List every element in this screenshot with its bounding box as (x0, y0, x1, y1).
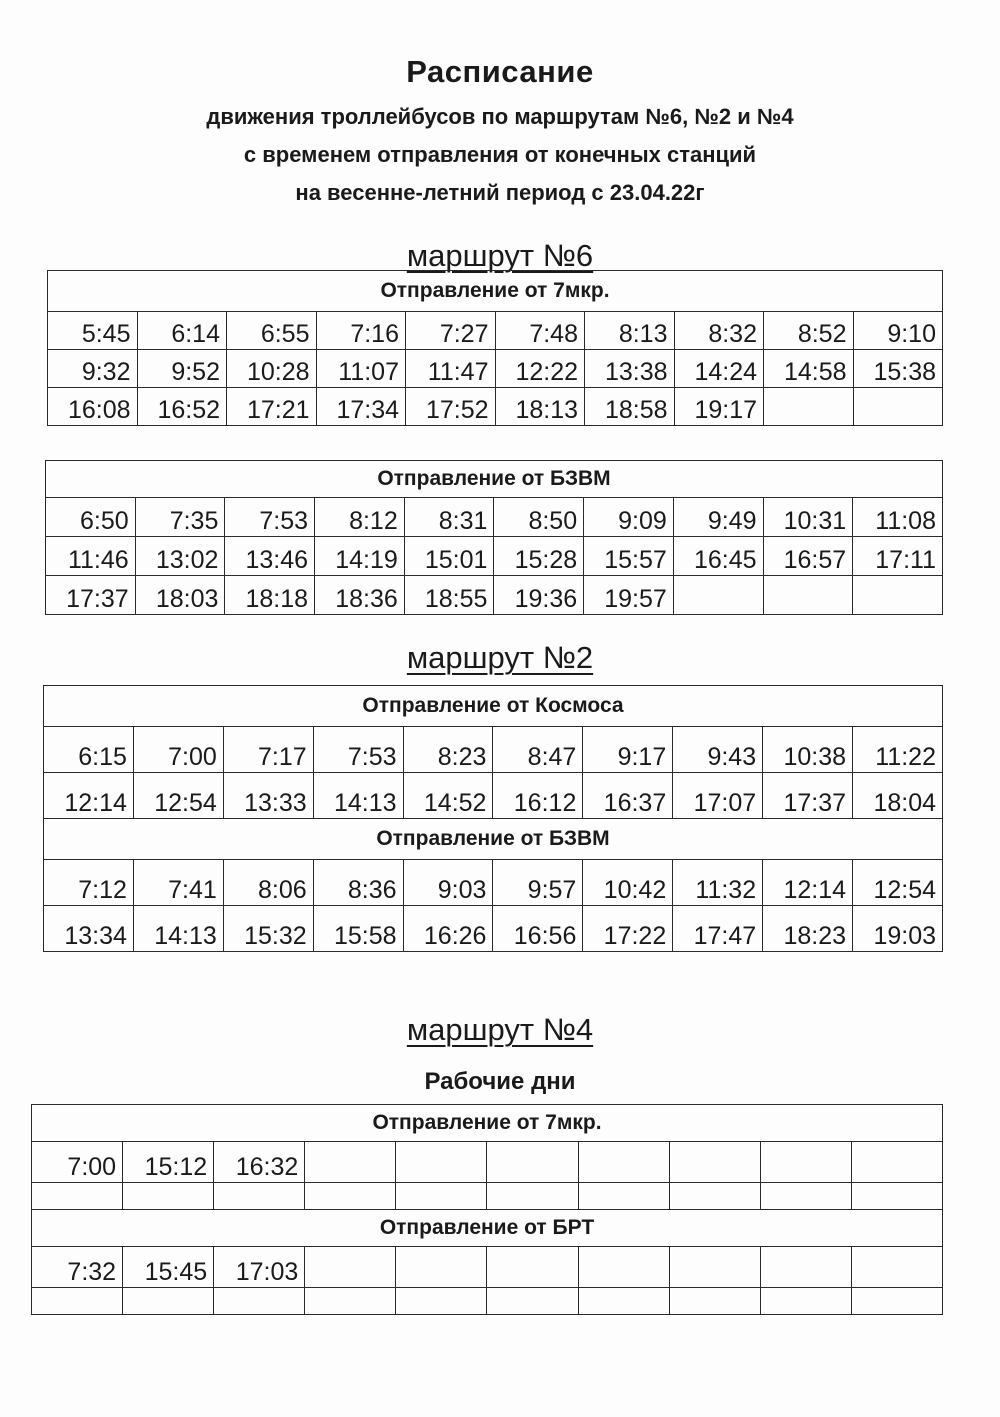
departure-time-cell: 17:37 (763, 773, 853, 819)
empty-cell (760, 1288, 851, 1315)
departure-time-cell: 16:26 (403, 906, 493, 952)
departure-time-cell: 13:02 (135, 537, 225, 576)
departure-time-cell: 6:55 (227, 312, 317, 350)
departure-time-cell: 7:32 (32, 1247, 123, 1288)
departure-time-cell: 9:32 (48, 350, 138, 388)
departure-time-cell: 12:14 (44, 773, 134, 819)
empty-cell (760, 1183, 851, 1210)
departure-time-cell: 14:24 (674, 350, 764, 388)
departure-time-cell: 7:48 (495, 312, 585, 350)
empty-cell (578, 1183, 669, 1210)
departure-time-cell: 16:52 (137, 388, 227, 426)
departure-time-cell: 18:36 (315, 576, 405, 615)
empty-cell (396, 1183, 487, 1210)
departure-time-cell: 17:11 (853, 537, 943, 576)
departure-time-cell: 11:47 (406, 350, 496, 388)
departure-time-cell: 13:46 (225, 537, 315, 576)
direction-label: Отправление от БРТ (32, 1210, 943, 1247)
departure-time-cell: 10:42 (583, 860, 673, 906)
empty-cell (851, 1142, 942, 1183)
departure-time-cell: 11:07 (316, 350, 406, 388)
departure-time-cell: 7:53 (225, 498, 315, 537)
empty-cell (673, 576, 763, 615)
departure-time-cell: 16:56 (493, 906, 583, 952)
departure-time-cell: 17:52 (406, 388, 496, 426)
departure-time-cell: 18:04 (853, 773, 943, 819)
departure-time-cell: 14:13 (313, 773, 403, 819)
empty-cell (396, 1288, 487, 1315)
subtitle-line-2: с временем отправления от конечных станций (243, 142, 757, 167)
empty-cell (214, 1288, 305, 1315)
departure-time-cell: 7:27 (406, 312, 496, 350)
direction-label: Отправление от Космоса (44, 686, 943, 727)
page-title: Расписание (406, 54, 594, 89)
departure-time-cell: 7:00 (32, 1142, 123, 1183)
empty-cell (763, 576, 853, 615)
empty-cell (853, 388, 943, 426)
empty-cell (669, 1183, 760, 1210)
departure-time-cell: 5:45 (48, 312, 138, 350)
empty-cell (760, 1247, 851, 1288)
departure-time-cell: 18:23 (763, 906, 853, 952)
table-row (46, 498, 943, 537)
departure-time-cell: 18:55 (404, 576, 494, 615)
empty-cell (305, 1247, 396, 1288)
departure-time-cell: 15:32 (223, 906, 313, 952)
empty-cell (32, 1288, 123, 1315)
departure-time-cell: 8:31 (404, 498, 494, 537)
departure-time-cell: 18:03 (135, 576, 225, 615)
departure-time-cell: 8:47 (493, 727, 583, 773)
departure-time-cell: 16:12 (493, 773, 583, 819)
departure-time-cell: 6:15 (44, 727, 134, 773)
departure-time-cell: 8:23 (403, 727, 493, 773)
empty-cell (578, 1288, 669, 1315)
route-6-table-from-bzvm (45, 460, 943, 615)
departure-time-cell: 9:17 (583, 727, 673, 773)
table-row (32, 1288, 943, 1315)
route-4-heading: маршрут №4 (406, 1012, 594, 1047)
departure-time-cell: 8:32 (674, 312, 764, 350)
departure-time-cell: 8:13 (585, 312, 675, 350)
departure-time-cell: 11:32 (673, 860, 763, 906)
direction-label: Отправление от 7мкр. (32, 1105, 943, 1142)
departure-time-cell: 14:52 (403, 773, 493, 819)
empty-cell (123, 1288, 214, 1315)
departure-time-cell: 16:08 (48, 388, 138, 426)
empty-cell (32, 1183, 123, 1210)
table-row (44, 860, 943, 906)
departure-time-cell: 17:03 (214, 1247, 305, 1288)
route-6-table-from-7mkr (47, 270, 943, 426)
departure-time-cell: 17:34 (316, 388, 406, 426)
departure-time-cell: 12:54 (853, 860, 943, 906)
empty-cell (396, 1142, 487, 1183)
departure-time-cell: 15:28 (494, 537, 584, 576)
departure-time-cell: 18:18 (225, 576, 315, 615)
table-row (44, 906, 943, 952)
departure-time-cell: 19:57 (584, 576, 674, 615)
route-4-table (31, 1104, 943, 1315)
departure-time-cell: 8:06 (223, 860, 313, 906)
departure-time-cell: 11:22 (853, 727, 943, 773)
route-6-heading: маршрут №6 (406, 238, 594, 273)
empty-cell (487, 1183, 578, 1210)
departure-time-cell: 12:14 (763, 860, 853, 906)
direction-label: Отправление от 7мкр. (48, 271, 943, 312)
departure-time-cell: 7:35 (135, 498, 225, 537)
empty-cell (578, 1247, 669, 1288)
empty-cell (764, 388, 854, 426)
empty-cell (396, 1247, 487, 1288)
table-row (32, 1142, 943, 1183)
departure-time-cell: 8:50 (494, 498, 584, 537)
departure-time-cell: 10:28 (227, 350, 317, 388)
departure-time-cell: 10:38 (763, 727, 853, 773)
departure-time-cell: 16:45 (673, 537, 763, 576)
empty-cell (851, 1247, 942, 1288)
empty-cell (669, 1142, 760, 1183)
empty-cell (851, 1288, 942, 1315)
departure-time-cell: 9:57 (493, 860, 583, 906)
table-row (48, 388, 943, 426)
table-row (44, 773, 943, 819)
departure-time-cell: 7:16 (316, 312, 406, 350)
departure-time-cell: 6:14 (137, 312, 227, 350)
departure-time-cell: 18:58 (585, 388, 675, 426)
departure-time-cell: 8:12 (315, 498, 405, 537)
empty-cell (853, 576, 943, 615)
departure-time-cell: 19:17 (674, 388, 764, 426)
departure-time-cell: 19:36 (494, 576, 584, 615)
departure-time-cell: 16:57 (763, 537, 853, 576)
departure-time-cell: 7:12 (44, 860, 134, 906)
empty-cell (487, 1247, 578, 1288)
departure-time-cell: 6:50 (46, 498, 136, 537)
route-2-table (43, 685, 943, 952)
empty-cell (669, 1288, 760, 1315)
departure-time-cell: 13:34 (44, 906, 134, 952)
departure-time-cell: 18:13 (495, 388, 585, 426)
departure-time-cell: 15:01 (404, 537, 494, 576)
empty-cell (760, 1142, 851, 1183)
empty-cell (851, 1183, 942, 1210)
departure-time-cell: 13:33 (223, 773, 313, 819)
table-row (44, 727, 943, 773)
departure-time-cell: 9:03 (403, 860, 493, 906)
departure-time-cell: 15:58 (313, 906, 403, 952)
departure-time-cell: 17:37 (46, 576, 136, 615)
empty-cell (487, 1142, 578, 1183)
table-row (32, 1247, 943, 1288)
table-row (48, 350, 943, 388)
departure-time-cell: 14:13 (133, 906, 223, 952)
departure-time-cell: 10:31 (763, 498, 853, 537)
departure-time-cell: 14:58 (764, 350, 854, 388)
departure-time-cell: 9:10 (853, 312, 943, 350)
empty-cell (578, 1142, 669, 1183)
departure-time-cell: 9:43 (673, 727, 763, 773)
direction-label: Отправление от БЗВМ (44, 819, 943, 860)
subtitle-line-3: на весенне-летний период с 23.04.22г (295, 180, 705, 205)
empty-cell (669, 1247, 760, 1288)
departure-time-cell: 12:22 (495, 350, 585, 388)
departure-time-cell: 16:32 (214, 1142, 305, 1183)
departure-time-cell: 14:19 (315, 537, 405, 576)
departure-time-cell: 15:12 (123, 1142, 214, 1183)
departure-time-cell: 11:46 (46, 537, 136, 576)
route-2-heading: маршрут №2 (406, 640, 594, 675)
table-row (32, 1183, 943, 1210)
departure-time-cell: 19:03 (853, 906, 943, 952)
departure-time-cell: 17:07 (673, 773, 763, 819)
departure-time-cell: 13:38 (585, 350, 675, 388)
departure-time-cell: 9:09 (584, 498, 674, 537)
empty-cell (123, 1183, 214, 1210)
departure-time-cell: 9:52 (137, 350, 227, 388)
departure-time-cell: 9:49 (673, 498, 763, 537)
departure-time-cell: 15:57 (584, 537, 674, 576)
empty-cell (305, 1183, 396, 1210)
departure-time-cell: 7:53 (313, 727, 403, 773)
departure-time-cell: 7:41 (133, 860, 223, 906)
empty-cell (305, 1288, 396, 1315)
route-4-days-label: Рабочие дни (424, 1068, 576, 1095)
departure-time-cell: 12:54 (133, 773, 223, 819)
empty-cell (214, 1183, 305, 1210)
departure-time-cell: 15:38 (853, 350, 943, 388)
departure-time-cell: 8:36 (313, 860, 403, 906)
table-row (48, 312, 943, 350)
table-row (46, 537, 943, 576)
departure-time-cell: 7:17 (223, 727, 313, 773)
empty-cell (305, 1142, 396, 1183)
departure-time-cell: 17:47 (673, 906, 763, 952)
direction-label: Отправление от БЗВМ (46, 461, 943, 498)
subtitle-line-1: движения троллейбусов по маршрутам №6, №2 и №4 (206, 104, 794, 129)
departure-time-cell: 7:00 (133, 727, 223, 773)
departure-time-cell: 16:37 (583, 773, 673, 819)
departure-time-cell: 8:52 (764, 312, 854, 350)
departure-time-cell: 17:21 (227, 388, 317, 426)
departure-time-cell: 15:45 (123, 1247, 214, 1288)
departure-time-cell: 11:08 (853, 498, 943, 537)
table-row (46, 576, 943, 615)
empty-cell (487, 1288, 578, 1315)
departure-time-cell: 17:22 (583, 906, 673, 952)
